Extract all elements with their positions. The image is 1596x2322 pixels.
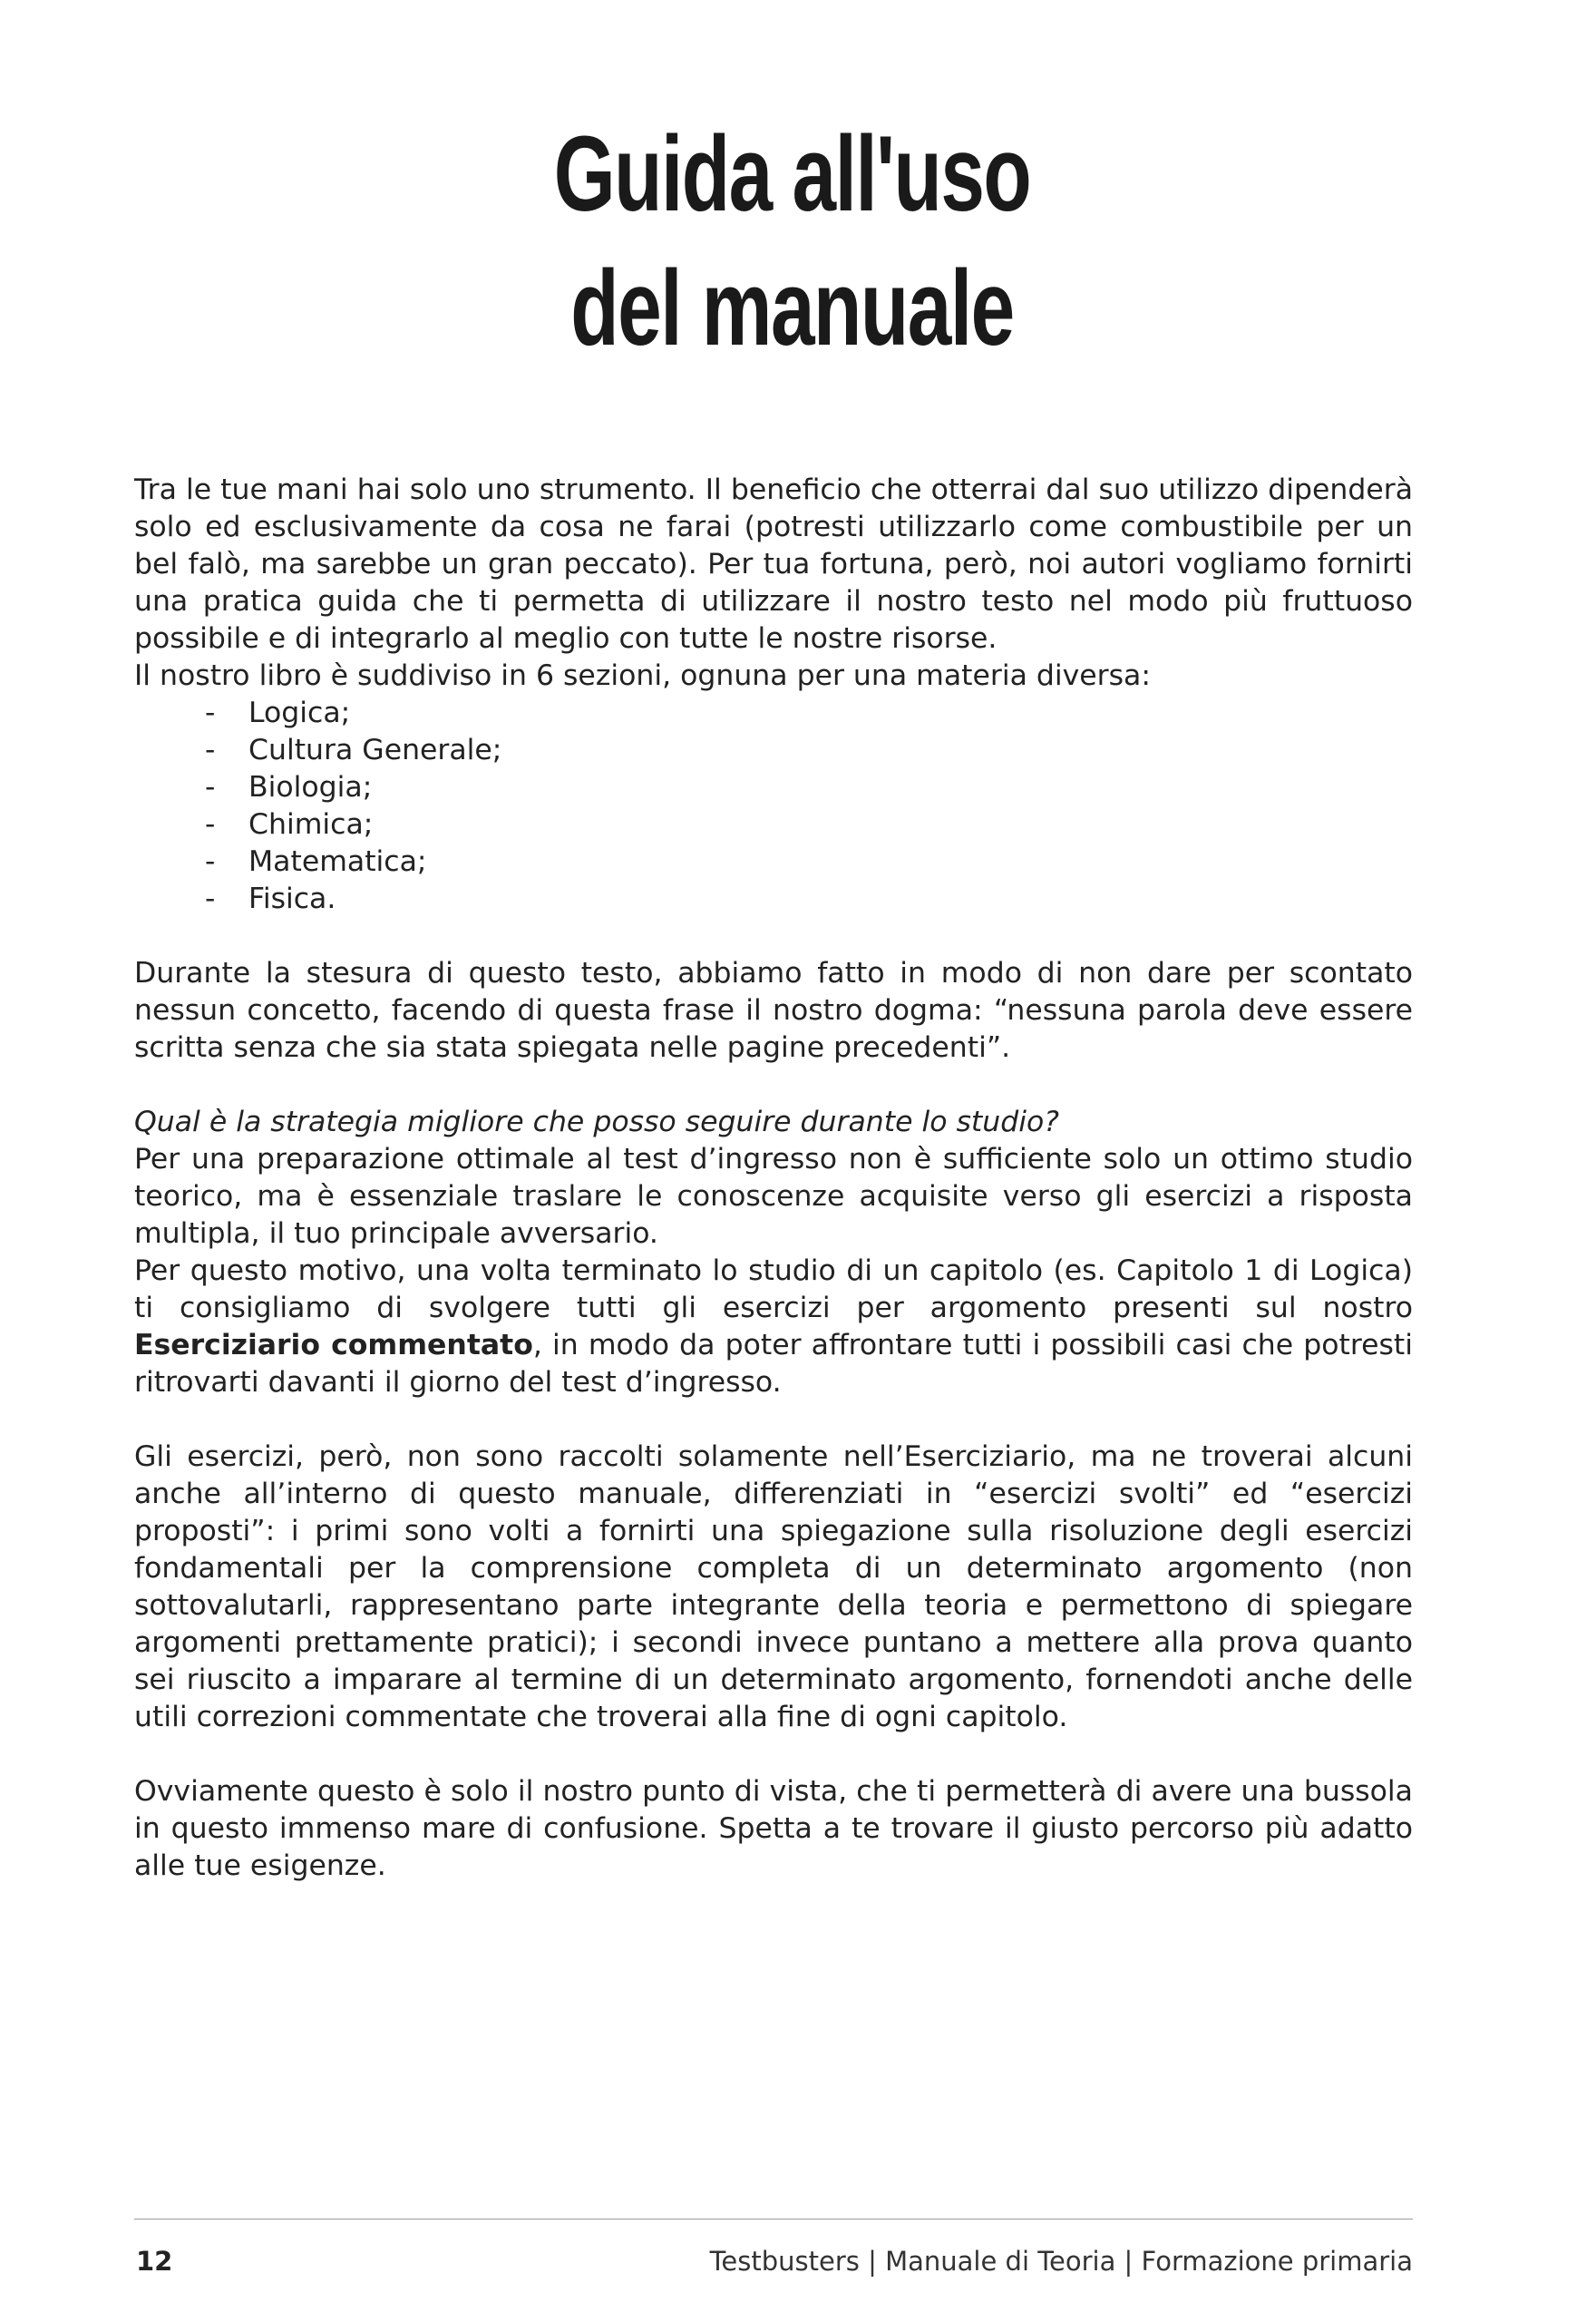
eserciziario-paragraph — [134, 1253, 1413, 1401]
eserciziario-text-before: Per questo motivo, una volta terminato lo studio di un capitolo (es. Capitolo 1 di Logica) ti consigliamo di svolgere tutti gli esercizi per argomento presenti sul nostro — [134, 1254, 1413, 1324]
eserciziario-bold: Eserciziario commentato — [134, 1329, 533, 1361]
body-text — [134, 472, 1413, 1885]
list-item: - Fisica. — [134, 881, 1413, 918]
sections-list — [134, 695, 1413, 918]
exercises-paragraph: Gli esercizi, però, non sono raccolti solamente nell’Eserciziario, ma ne troverai alcuni anche all’interno di questo manuale, differenziati in “esercizi svolti” ed “esercizi proposti”: i primi sono volti a fornirti una spiegazione sulla risoluzione degli esercizi fondamentali per la comprensione completa di un determinato argomento (non sottovalutarli, rappresentano parte integrante della teoria e permettono di spiegare argomenti prettamente pratici); i secondi invece puntano a mettere alla prova quanto sei riuscito a imparare al termine di un determinato argomento, fornendoti anche delle utili correzioni commentate che troverai alla fine di ogni capitolo. — [134, 1440, 1413, 1733]
strategy-question: Qual è la strategia migliore che posso seguire durante lo studio? — [134, 1106, 1059, 1138]
footer-divider — [134, 2219, 1413, 2220]
list-item: - Biologia; — [134, 769, 1413, 806]
list-item: - Matematica; — [134, 844, 1413, 881]
page-title-line-2: del manuale — [570, 249, 1014, 368]
intro-paragraph: Tra le tue mani hai solo uno strumento. Il beneficio che otterrai dal suo utilizzo dipenderà solo ed esclusivamente da cosa ne farai (potresti utilizzarlo come combustibile per un bel falò, ma sarebbe un gran peccato). Per tua fortuna, però, noi autori vogliamo fornirti una pratica guida che ti permetta di utilizzare il nostro testo nel modo più fruttuoso possibile e di integrarlo al meglio con tutte le nostre risorse. — [134, 473, 1413, 655]
footer-text: Testbusters | Manuale di Teoria | Formazione primaria — [709, 2246, 1413, 2277]
list-item: - Logica; — [134, 695, 1413, 732]
eserciziario-text-after: , in modo da poter affrontare tutti i possibili casi che potresti ritrovarti davanti il giorno del test d’ingresso. — [134, 1329, 1413, 1399]
strategy-paragraph: Per una preparazione ottimale al test d’ingresso non è sufficiente solo un ottimo studio teorico, ma è essenziale traslare le conoscenze acquisite verso gli esercizi a risposta multipla, il tuo principale avversario. — [134, 1143, 1413, 1250]
sections-intro: Il nostro libro è suddiviso in 6 sezioni, ognuna per una materia diversa: — [134, 659, 1151, 692]
list-item: - Cultura Generale; — [134, 732, 1413, 769]
page-number: 12 — [136, 2246, 173, 2277]
closing-paragraph: Ovviamente questo è solo il nostro punto di vista, che ti permetterà di avere una bussola in questo immenso mare di confusione. Spetta a te trovare il giusto percorso più adatto alle tue esigenze. — [134, 1775, 1413, 1882]
list-item: - Chimica; — [134, 806, 1413, 844]
concept-paragraph: Durante la stesura di questo testo, abbiamo fatto in modo di non dare per scontato nessun concetto, facendo di questa frase il nostro dogma: “nessuna parola deve essere scritta senza che sia stata spiegata nelle pagine precedenti”. — [134, 957, 1413, 1064]
page-title — [201, 107, 1382, 376]
page-title-line-1: Guida all'uso — [553, 114, 1031, 234]
